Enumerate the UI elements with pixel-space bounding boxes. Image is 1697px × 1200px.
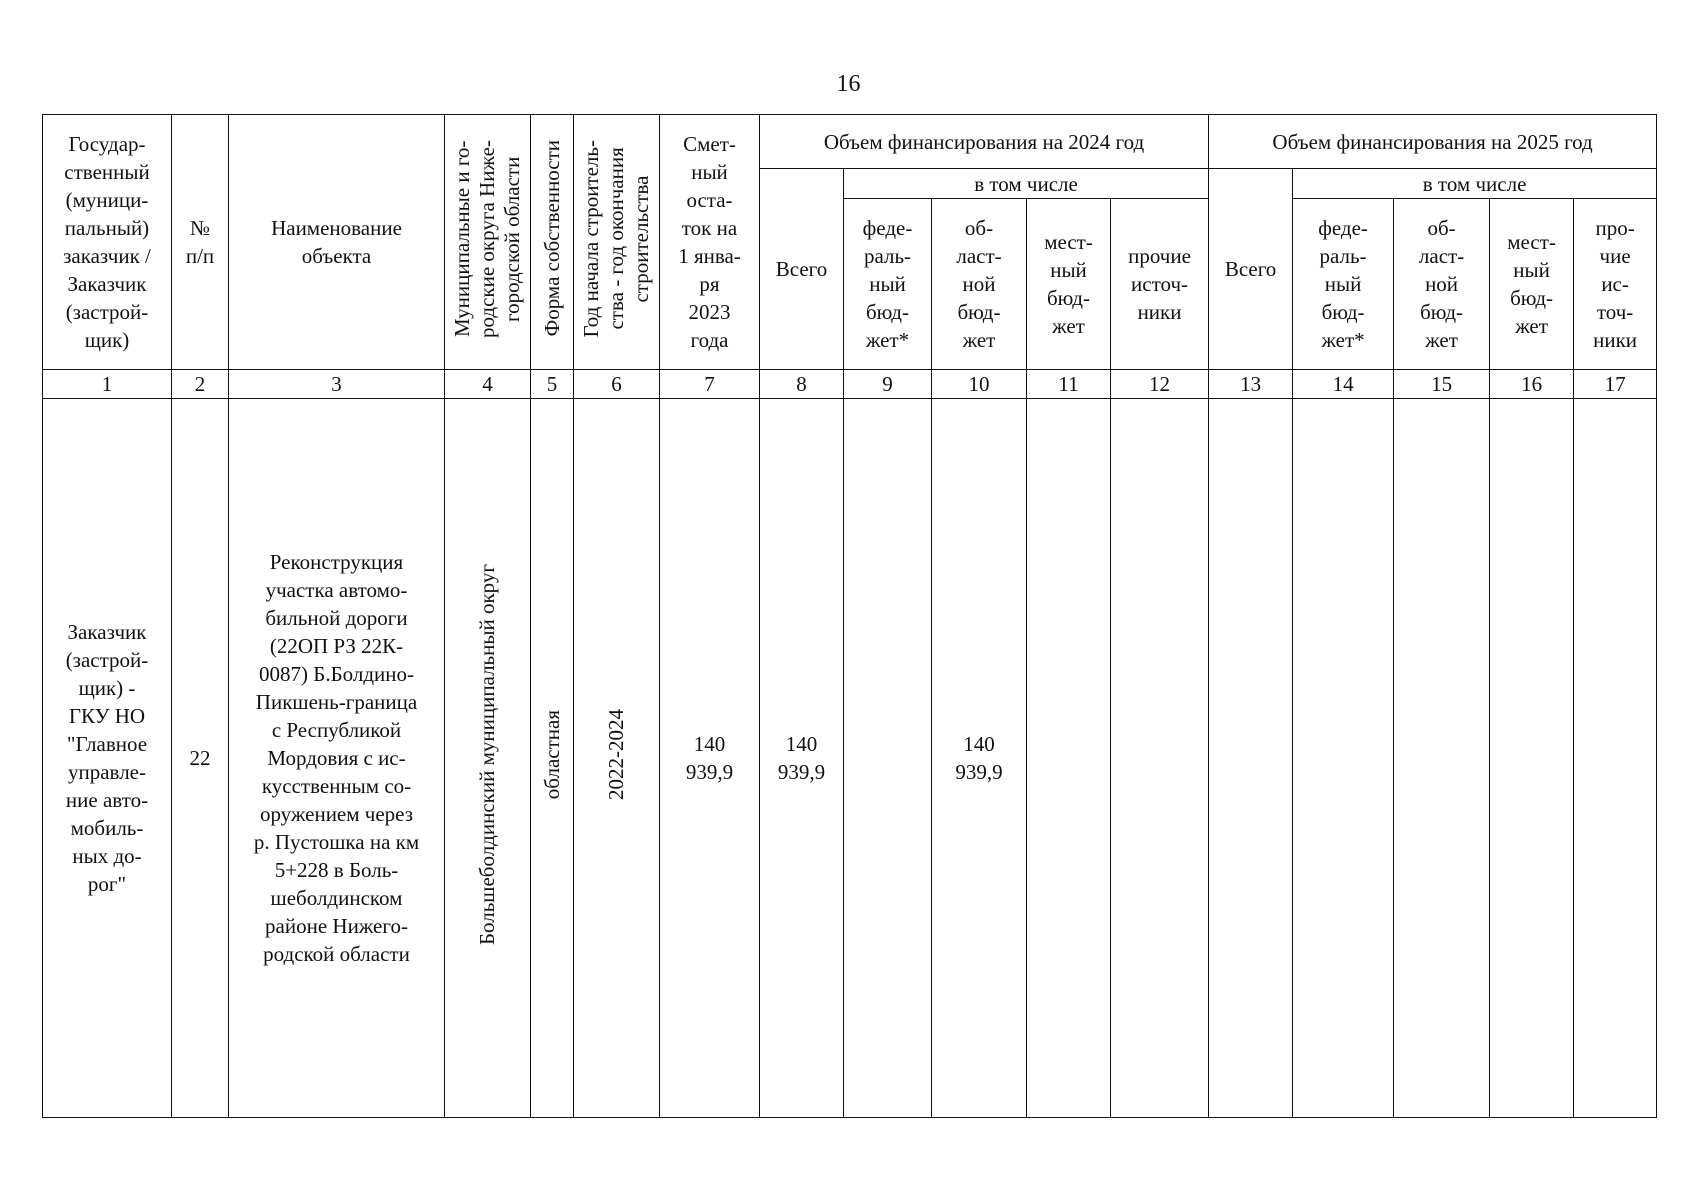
- header-customer: [43, 115, 172, 370]
- cell-customer-text: Заказчик (застрой- щик) - ГКУ НО "Главное управле- ние авто- мобиль- ных до- рог": [65, 620, 149, 896]
- cell-other-2025: [1574, 399, 1657, 1118]
- header-years-text: Год начала строитель- ства - год окончания строительства: [579, 139, 653, 338]
- column-number: 17: [1574, 370, 1657, 399]
- page-number: 16: [836, 71, 861, 97]
- header-financing-2025: Объем финансирования на 2025 год: [1209, 115, 1657, 169]
- header-num-text: № п/п: [185, 216, 215, 268]
- header-years: [574, 115, 660, 370]
- header-ownership-text: Форма собственности: [539, 140, 564, 337]
- header-including-2024: в том числе: [844, 169, 1209, 199]
- header-regional-2025: [1394, 199, 1490, 370]
- column-number: 14: [1293, 370, 1394, 399]
- cell-local-2024: [1027, 399, 1111, 1118]
- header-other-2024-text: прочие источ- ники: [1128, 244, 1191, 324]
- column-number: 4: [445, 370, 531, 399]
- cell-total-2025: [1209, 399, 1293, 1118]
- header-federal-2025-text: феде- раль- ный бюд- жет*: [1318, 216, 1368, 352]
- header-other-2025-text: про- чие ис- точ- ники: [1593, 216, 1638, 352]
- header-object-name-text: Наименование объекта: [271, 216, 402, 268]
- column-number: 3: [229, 370, 445, 399]
- column-number: 16: [1490, 370, 1574, 399]
- header-federal-2024-text: феде- раль- ный бюд- жет*: [862, 216, 913, 352]
- header-ownership: [531, 115, 574, 370]
- column-number: 2: [172, 370, 229, 399]
- column-number: 6: [574, 370, 660, 399]
- cell-municipal-text: Большеболдинский муниципальный округ: [475, 563, 499, 946]
- header-total-2024: Всего: [760, 169, 844, 370]
- cell-ownership-text: областная: [539, 709, 564, 800]
- header-local-2024: [1027, 199, 1111, 370]
- cell-regional-2024: [932, 399, 1027, 1118]
- header-balance-text: Смет- ный оста- ток на 1 янва- ря 2023 года: [678, 132, 741, 352]
- column-number: 1: [43, 370, 172, 399]
- header-num: [172, 115, 229, 370]
- header-regional-2024: [932, 199, 1027, 370]
- cell-years-text: 2022-2024: [604, 709, 628, 800]
- header-customer-text: Государ- ственный (муници- пальный) заказчик / Заказчик (застрой- щик): [63, 132, 151, 352]
- cell-total-2024: [760, 399, 844, 1118]
- header-balance: [660, 115, 760, 370]
- cell-balance: [660, 399, 760, 1118]
- cell-balance-text: 140 939,9: [685, 732, 734, 784]
- cell-regional-2024-text: 140 939,9: [955, 732, 1003, 784]
- header-municipal-text: Муниципальные и го- родские округа Ниже- городской области: [450, 139, 524, 338]
- cell-regional-2025: [1394, 399, 1490, 1118]
- column-number: 5: [531, 370, 574, 399]
- header-object-name: [229, 115, 445, 370]
- header-local-2024-text: мест- ный бюд- жет: [1044, 230, 1093, 338]
- cell-total-2024-text: 140 939,9: [777, 732, 826, 784]
- header-total-2025: Всего: [1209, 169, 1293, 370]
- financing-table: [42, 114, 1657, 1118]
- cell-federal-2025: [1293, 399, 1394, 1118]
- column-number: 12: [1111, 370, 1209, 399]
- header-federal-2024: [844, 199, 932, 370]
- header-financing-2024: Объем финансирования на 2024 год: [760, 115, 1209, 169]
- column-number: 8: [760, 370, 844, 399]
- column-number: 15: [1394, 370, 1490, 399]
- header-other-2024: [1111, 199, 1209, 370]
- cell-ownership: [531, 399, 574, 1118]
- header-regional-2025-text: об- ласт- ной бюд- жет: [1418, 216, 1465, 352]
- column-number: 9: [844, 370, 932, 399]
- column-number: 13: [1209, 370, 1293, 399]
- column-number: 7: [660, 370, 760, 399]
- cell-federal-2024: [844, 399, 932, 1118]
- column-number: 11: [1027, 370, 1111, 399]
- column-number-row: [43, 370, 1657, 399]
- header-municipal: [445, 115, 531, 370]
- header-regional-2024-text: об- ласт- ной бюд- жет: [956, 216, 1002, 352]
- cell-other-2024: [1111, 399, 1209, 1118]
- header-including-2025: в том числе: [1293, 169, 1657, 199]
- cell-municipal: [445, 399, 531, 1118]
- header-federal-2025: [1293, 199, 1394, 370]
- cell-object-name: [229, 399, 445, 1118]
- cell-object-name-text: Реконструкция участка автомо- бильной дороги (22ОП РЗ 22К- 0087) Б.Болдино- Пикшень-граница с Республикой Мордовия с ис- кусственным со- оружением через р. Пустошка на км 5+228 в Боль- шеболдинском районе Нижего- родской области: [253, 550, 420, 966]
- header-other-2025: [1574, 199, 1657, 370]
- header-row-1: [43, 115, 1657, 169]
- column-number: 10: [932, 370, 1027, 399]
- table-row: [43, 399, 1657, 1118]
- cell-local-2025: [1490, 399, 1574, 1118]
- cell-customer: [43, 399, 172, 1118]
- cell-num: 22: [172, 399, 229, 1118]
- cell-years: [574, 399, 660, 1118]
- header-local-2025: [1490, 199, 1574, 370]
- header-local-2025-text: мест- ный бюд- жет: [1507, 230, 1556, 338]
